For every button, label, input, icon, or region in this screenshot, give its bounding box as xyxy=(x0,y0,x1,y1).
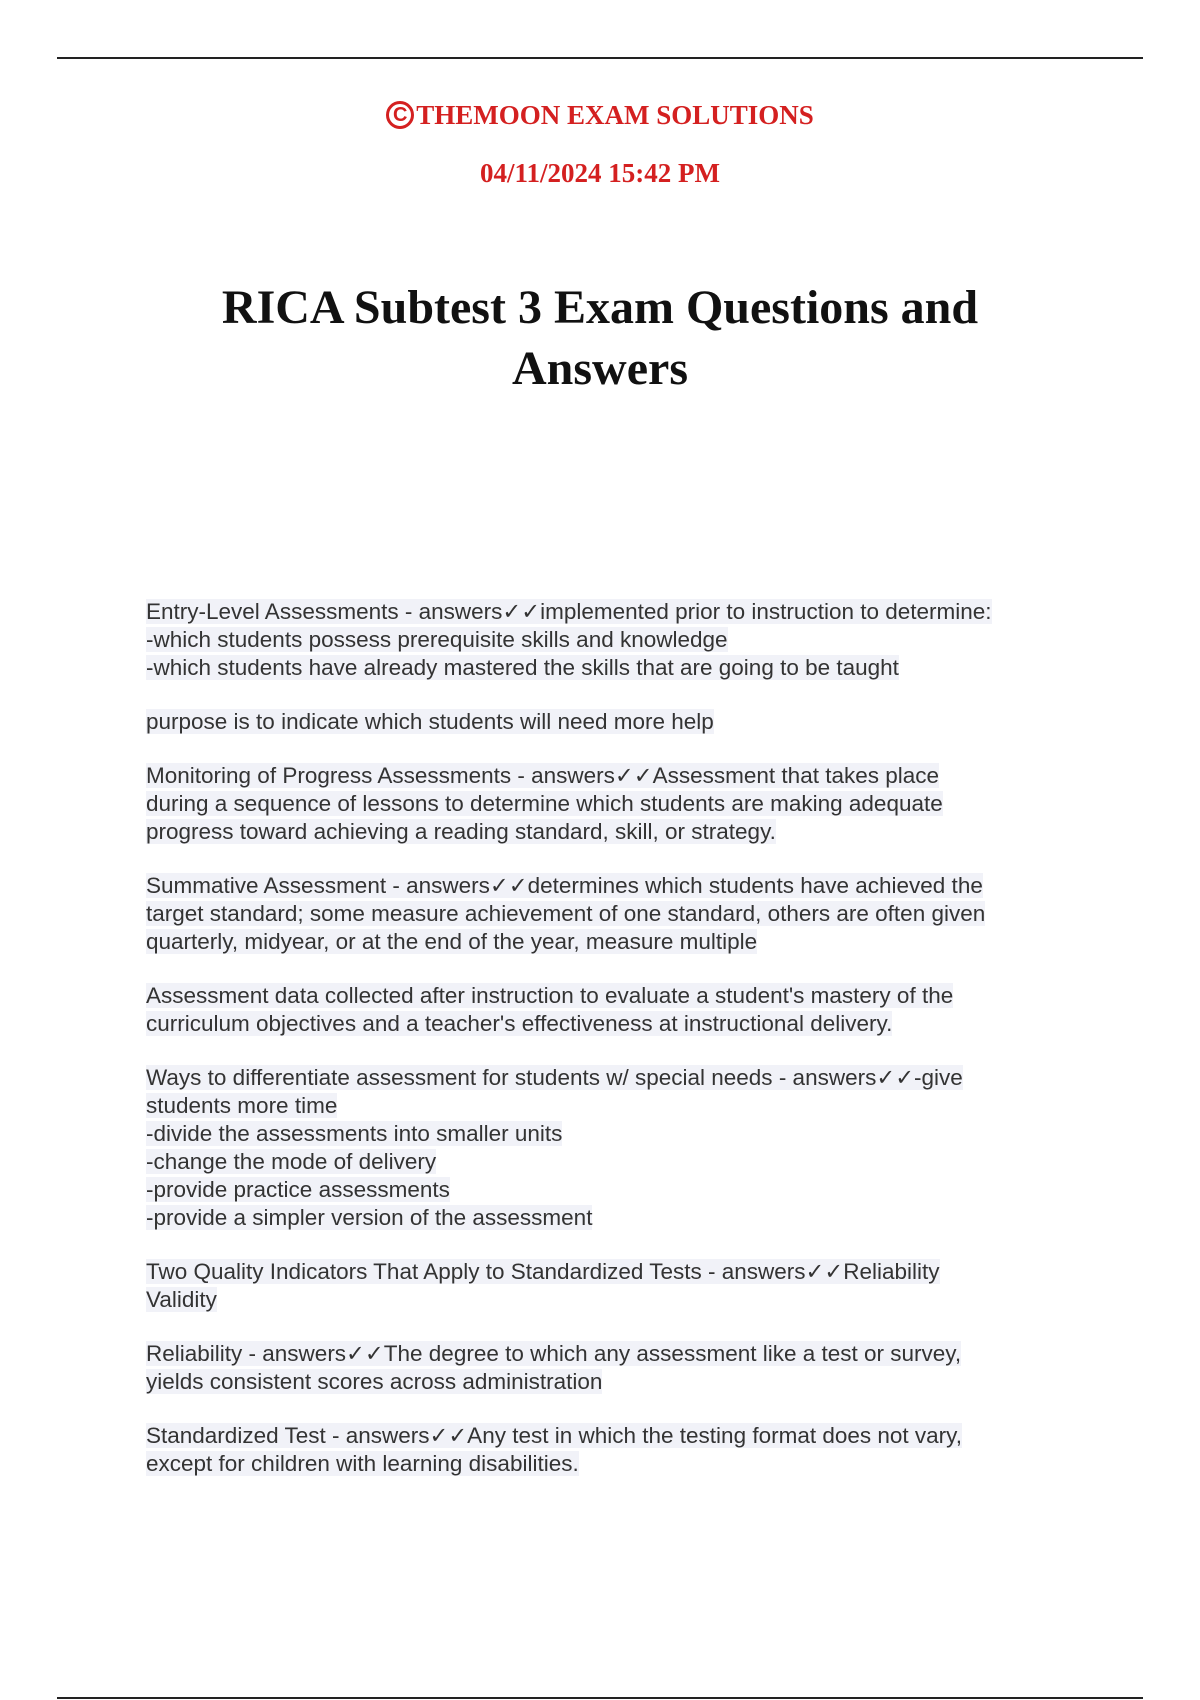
document-header xyxy=(0,97,1200,191)
title-line-2: Answers xyxy=(512,342,688,395)
text-line: Ways to differentiate assessment for students w/ special needs - answers✓✓-give xyxy=(146,1065,963,1090)
qa-entry xyxy=(146,762,1086,846)
timestamp: 04/11/2024 15:42 PM xyxy=(480,158,720,188)
qa-entry xyxy=(146,1258,1086,1314)
text-line: Entry-Level Assessments - answers✓✓implemented prior to instruction to determine: xyxy=(146,599,992,624)
qa-entry xyxy=(146,982,1086,1038)
qa-content xyxy=(146,598,1086,1504)
text-line: except for children with learning disabilities. xyxy=(146,1451,579,1476)
text-line: Two Quality Indicators That Apply to Standardized Tests - answers✓✓Reliability xyxy=(146,1259,940,1284)
text-line: -provide practice assessments xyxy=(146,1177,450,1202)
text-line: students more time xyxy=(146,1093,338,1118)
qa-entry xyxy=(146,1422,1086,1478)
bottom-rule xyxy=(57,1697,1143,1699)
text-line: progress toward achieving a reading standard, skill, or strategy. xyxy=(146,819,776,844)
title-line-1: RICA Subtest 3 Exam Questions and xyxy=(221,281,979,334)
text-line: -change the mode of delivery xyxy=(146,1149,437,1174)
qa-entry xyxy=(146,708,1086,736)
text-line: curriculum objectives and a teacher's effectiveness at instructional delivery. xyxy=(146,1011,893,1036)
text-line: Monitoring of Progress Assessments - answers✓✓Assessment that takes place xyxy=(146,763,940,788)
brand-line xyxy=(0,97,1200,133)
text-line: Reliability - answers✓✓The degree to which any assessment like a test or survey, xyxy=(146,1341,962,1366)
qa-entry xyxy=(146,872,1086,956)
text-line: target standard; some measure achievement of one standard, others are often given xyxy=(146,901,986,926)
text-line: purpose is to indicate which students will need more help xyxy=(146,709,714,734)
text-line: Assessment data collected after instruction to evaluate a student's mastery of the xyxy=(146,983,954,1008)
copyright-icon: C xyxy=(386,101,414,129)
text-line: Standardized Test - answers✓✓Any test in which the testing format does not vary, xyxy=(146,1423,963,1448)
text-line: Validity xyxy=(146,1287,217,1312)
text-line: -provide a simpler version of the assessment xyxy=(146,1205,593,1230)
text-line: Summative Assessment - answers✓✓determines which students have achieved the xyxy=(146,873,983,898)
qa-entry xyxy=(146,598,1086,682)
qa-entry xyxy=(146,1064,1086,1232)
text-line: during a sequence of lessons to determine which students are making adequate xyxy=(146,791,943,816)
text-line: -which students have already mastered the skills that are going to be taught xyxy=(146,655,899,680)
text-line: -divide the assessments into smaller units xyxy=(146,1121,563,1146)
top-rule xyxy=(57,57,1143,59)
brand-name: THEMOON EXAM SOLUTIONS xyxy=(416,100,814,130)
text-line: quarterly, midyear, or at the end of the year, measure multiple xyxy=(146,929,758,954)
document-title xyxy=(150,277,1050,399)
text-line: yields consistent scores across administration xyxy=(146,1369,603,1394)
qa-entry xyxy=(146,1340,1086,1396)
text-line: -which students possess prerequisite skills and knowledge xyxy=(146,627,728,652)
